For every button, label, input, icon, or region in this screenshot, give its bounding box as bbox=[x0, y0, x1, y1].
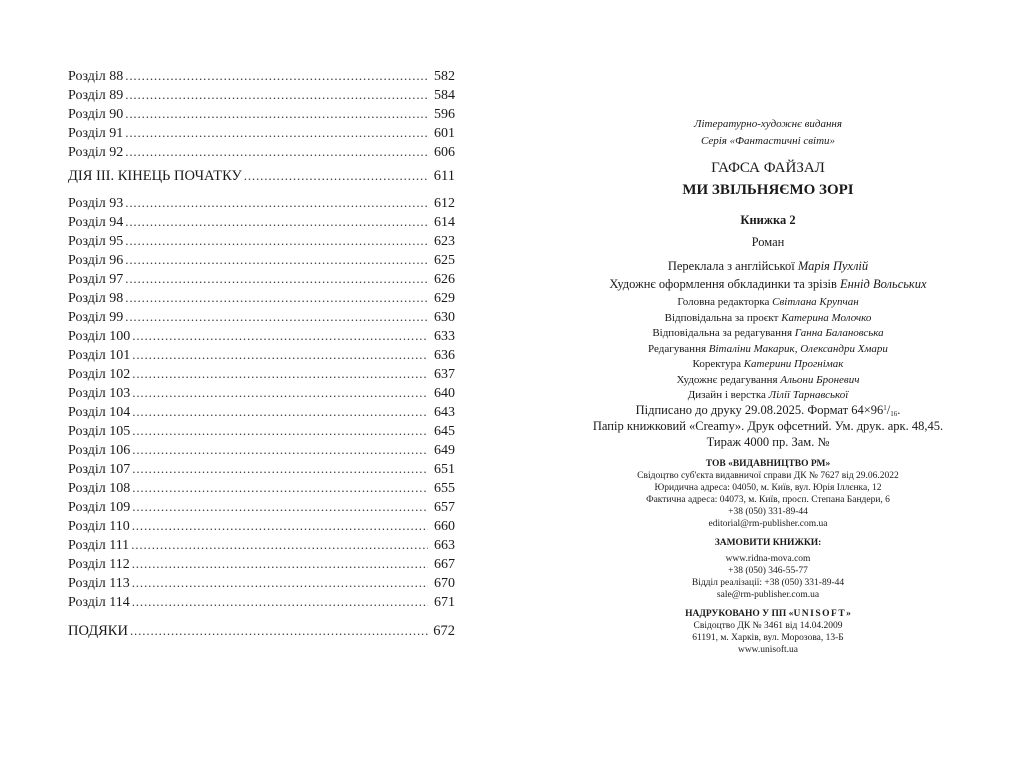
toc-entry-page: 636 bbox=[434, 348, 455, 363]
toc-leader-dots bbox=[125, 85, 428, 104]
publisher-actual-address: Фактична адреса: 04073, м. Київ, просп. Степана Бандери, 6 bbox=[646, 495, 890, 505]
staff-role-label: Дизайн і верстка bbox=[687, 389, 766, 401]
printer-name: UNISOFT bbox=[793, 609, 847, 619]
toc-leader-dots bbox=[125, 250, 428, 269]
toc-leader-dots bbox=[132, 459, 428, 478]
staff-role-label: Відповідальна за редагування bbox=[652, 327, 793, 339]
printer-heading-prefix: НАДРУКОВАНО У ПП « bbox=[685, 609, 794, 619]
genre: Роман bbox=[751, 235, 785, 249]
staff-role bbox=[512, 327, 1024, 339]
toc-entry-page: 611 bbox=[433, 168, 455, 184]
order-email[interactable]: sale@rm-publisher.com.ua bbox=[716, 590, 820, 600]
publisher-name: ТОВ «ВИДАВНИЦТВО РМ» bbox=[705, 459, 831, 469]
book-title: МИ ЗВІЛЬНЯЄМО ЗОРІ bbox=[682, 182, 854, 198]
toc-entry bbox=[68, 142, 455, 162]
print-line-1-end: . bbox=[897, 403, 901, 417]
toc-entry-page: 643 bbox=[434, 405, 455, 420]
translator-label: Переклала з англійської bbox=[667, 259, 795, 273]
staff-role-name: Лілії Тарнавської bbox=[768, 389, 849, 401]
toc-leader-dots bbox=[132, 478, 428, 497]
cover-line bbox=[512, 277, 1024, 292]
toc-entry-title: Розділ 104 bbox=[68, 405, 131, 420]
toc-entry bbox=[68, 573, 455, 593]
toc-entry bbox=[68, 345, 455, 365]
print-signed-format: Підписано до друку 29.08.2025. Формат 64×96 bbox=[635, 403, 884, 417]
toc-leader-dots bbox=[125, 307, 428, 326]
toc-leader-dots bbox=[132, 345, 428, 364]
toc-entry-title: Розділ 110 bbox=[68, 519, 130, 534]
toc-leader-dots bbox=[125, 123, 428, 142]
order-phone: +38 (050) 346-55-77 bbox=[728, 566, 808, 576]
toc-entry-title: Розділ 114 bbox=[68, 595, 130, 610]
staff-role-name: Ганна Балановська bbox=[794, 327, 884, 339]
toc-entry-page: 660 bbox=[434, 519, 455, 534]
toc-entry bbox=[68, 459, 455, 479]
toc-leader-dots bbox=[125, 193, 428, 212]
toc-entry-page: 614 bbox=[434, 215, 455, 230]
staff-role-name: Катерина Молочко bbox=[781, 311, 872, 324]
staff-role-name: Світлана Крупчан bbox=[772, 296, 859, 308]
book-number: Книжка 2 bbox=[740, 213, 796, 227]
toc-entry-page: 582 bbox=[434, 69, 455, 84]
order-site[interactable]: www.ridna-mova.com bbox=[725, 554, 811, 564]
toc-entry-title: ДІЯ ІІІ. КІНЕЦЬ ПОЧАТКУ bbox=[68, 168, 242, 184]
staff-role-label: Художнє редагування bbox=[676, 373, 778, 386]
toc-entry-page: 596 bbox=[434, 107, 455, 122]
toc-entry-title: Розділ 113 bbox=[68, 576, 130, 591]
translator-line bbox=[512, 259, 1024, 274]
staff-role-name: Альони Броневич bbox=[780, 373, 860, 386]
toc-entry-page: 663 bbox=[434, 538, 455, 553]
staff-role bbox=[512, 312, 1024, 324]
toc-entry bbox=[68, 497, 455, 517]
print-line-3: Тираж 4000 пр. Зам. № bbox=[706, 435, 830, 449]
staff-role bbox=[512, 374, 1024, 386]
toc-leader-dots bbox=[132, 402, 428, 421]
translator-name: Марія Пухлій bbox=[797, 259, 869, 273]
print-line-2: Папір книжковий «Creamy». Друк офсетний. Ум. друк. арк. 48,45. bbox=[592, 419, 944, 433]
toc-entry-title: Розділ 96 bbox=[68, 253, 124, 268]
toc-entry bbox=[68, 516, 455, 536]
toc-leader-dots bbox=[125, 269, 428, 288]
toc-entry bbox=[68, 231, 455, 251]
toc-leader-dots bbox=[125, 288, 428, 307]
toc-entry-title: Розділ 100 bbox=[68, 329, 131, 344]
toc-leader-dots bbox=[132, 573, 428, 592]
toc-entry-page: 655 bbox=[434, 481, 455, 496]
toc-entry bbox=[68, 364, 455, 384]
toc-entry bbox=[68, 535, 455, 555]
toc-entry-title: Розділ 108 bbox=[68, 481, 131, 496]
toc-entry-page: 626 bbox=[434, 272, 455, 287]
toc-entry bbox=[68, 326, 455, 346]
staff-role bbox=[512, 343, 1024, 355]
toc-entry bbox=[68, 166, 455, 186]
toc-entry-page: 623 bbox=[434, 234, 455, 249]
toc-leader-dots bbox=[132, 497, 428, 516]
author: ГАФСА ФАЙЗАЛ bbox=[711, 160, 825, 176]
publisher-phone: +38 (050) 331-89-44 bbox=[728, 507, 808, 517]
toc-leader-dots bbox=[132, 383, 428, 402]
staff-role-label: Головна редакторка bbox=[677, 296, 770, 308]
printer-certificate: Свідоцтво ДК № 3461 від 14.04.2009 bbox=[693, 621, 843, 631]
toc-entry-page: 640 bbox=[434, 386, 455, 401]
toc-entry bbox=[68, 85, 455, 105]
right-page-imprint bbox=[512, 0, 1024, 767]
toc-entry bbox=[68, 123, 455, 143]
toc-entry bbox=[68, 104, 455, 124]
toc-entry bbox=[68, 250, 455, 270]
staff-role bbox=[512, 296, 1024, 308]
order-sales: Відділ реалізації: +38 (050) 331-89-44 bbox=[691, 578, 845, 588]
toc-entry bbox=[68, 478, 455, 498]
toc-entry-title: Розділ 94 bbox=[68, 215, 124, 230]
toc-entry-title: Розділ 105 bbox=[68, 424, 131, 439]
staff-role-label: Коректура bbox=[692, 358, 741, 370]
staff-role bbox=[512, 389, 1024, 401]
toc-entry-title: Розділ 98 bbox=[68, 291, 124, 306]
toc-entry bbox=[68, 554, 455, 574]
printer-address: 61191, м. Харків, вул. Морозова, 13-Б bbox=[692, 633, 844, 643]
toc-entry-title: Розділ 89 bbox=[68, 88, 124, 103]
printer-heading bbox=[512, 608, 1024, 620]
staff-role-name: Катерини Прогнімак bbox=[743, 358, 844, 370]
toc-leader-dots bbox=[244, 166, 428, 185]
toc-entry-title: Розділ 88 bbox=[68, 69, 124, 84]
toc-leader-dots bbox=[132, 516, 428, 535]
toc-entry-title: Розділ 97 bbox=[68, 272, 124, 287]
staff-role-label: Редагування bbox=[648, 342, 707, 355]
printer-site[interactable]: www.unisoft.ua bbox=[737, 645, 799, 655]
toc-entry-page: 649 bbox=[434, 443, 455, 458]
toc-entry bbox=[68, 421, 455, 441]
toc-entry-title: Розділ 112 bbox=[68, 557, 130, 572]
toc-leader-dots bbox=[125, 104, 428, 123]
toc-entry-title: Розділ 102 bbox=[68, 367, 131, 382]
toc-entry bbox=[68, 288, 455, 308]
toc-entry-page: 657 bbox=[434, 500, 455, 515]
series: Серія «Фантастичні світи» bbox=[700, 135, 836, 147]
toc-entry-page: 630 bbox=[434, 310, 455, 325]
order-heading: ЗАМОВИТИ КНИЖКИ: bbox=[714, 538, 822, 548]
publisher-email[interactable]: editorial@rm-publisher.com.ua bbox=[708, 519, 828, 529]
toc-leader-dots bbox=[125, 231, 428, 250]
toc-entry-page: 625 bbox=[434, 253, 455, 268]
print-line-1 bbox=[512, 403, 1024, 418]
toc-entry-page: 637 bbox=[434, 367, 455, 382]
toc-leader-dots bbox=[125, 212, 428, 231]
toc-entry-title: Розділ 95 bbox=[68, 234, 124, 249]
toc-entry-page: 645 bbox=[434, 424, 455, 439]
toc-entry-title: Розділ 90 bbox=[68, 107, 124, 122]
toc-leader-dots bbox=[132, 592, 428, 611]
staff-role bbox=[512, 358, 1024, 370]
toc-leader-dots bbox=[132, 440, 428, 459]
toc-entry bbox=[68, 193, 455, 213]
format-fraction: $^1/_{16}$ bbox=[883, 403, 898, 418]
toc-entry bbox=[68, 212, 455, 232]
staff-role-name: Віталіни Макарик, Олександри Хмари bbox=[708, 342, 888, 355]
toc-entry-page: 606 bbox=[434, 145, 455, 160]
toc-entry-page: 629 bbox=[434, 291, 455, 306]
toc-entry-title: Розділ 103 bbox=[68, 386, 131, 401]
toc-entry bbox=[68, 621, 455, 641]
toc-entry-page: 651 bbox=[434, 462, 455, 477]
toc-entry-title: Розділ 93 bbox=[68, 196, 124, 211]
toc-leader-dots bbox=[125, 142, 428, 161]
toc-entry bbox=[68, 307, 455, 327]
toc-entry-title: Розділ 106 bbox=[68, 443, 131, 458]
toc-leader-dots bbox=[132, 326, 428, 345]
toc-leader-dots bbox=[130, 621, 428, 640]
toc-entry-page: 671 bbox=[434, 595, 455, 610]
toc-entry-title: Розділ 92 bbox=[68, 145, 124, 160]
toc-entry-title: Розділ 99 bbox=[68, 310, 124, 325]
toc-entry-title: ПОДЯКИ bbox=[68, 623, 128, 639]
staff-role-label: Відповідальна за проєкт bbox=[664, 311, 779, 324]
toc-leader-dots bbox=[132, 364, 428, 383]
cover-label: Художнє оформлення обкладинки та зрізів bbox=[609, 277, 837, 291]
toc-entry-page: 672 bbox=[433, 623, 455, 639]
toc-entry-page: 667 bbox=[434, 557, 455, 572]
toc-entry bbox=[68, 269, 455, 289]
toc-entry-title: Розділ 111 bbox=[68, 538, 130, 553]
format-numerator: 1 bbox=[883, 404, 887, 412]
publisher-legal-address: Юридична адреса: 04050, м. Київ, вул. Юрія Іллєнка, 12 bbox=[654, 483, 882, 493]
format-denominator: 16 bbox=[890, 410, 898, 418]
printer-heading-suffix: » bbox=[846, 609, 851, 619]
toc-entry-page: 633 bbox=[434, 329, 455, 344]
toc-entry-title: Розділ 101 bbox=[68, 348, 131, 363]
toc-leader-dots bbox=[125, 66, 428, 85]
toc-entry-page: 601 bbox=[434, 126, 455, 141]
toc-leader-dots bbox=[131, 535, 428, 554]
toc-entry-title: Розділ 107 bbox=[68, 462, 131, 477]
toc-entry bbox=[68, 402, 455, 422]
toc-leader-dots bbox=[132, 421, 428, 440]
edition-type: Літературно-художнє видання bbox=[694, 118, 842, 130]
toc-entry-page: 584 bbox=[434, 88, 455, 103]
publisher-certificate: Свідоцтво суб'єкта видавничої справи ДК № 7627 від 29.06.2022 bbox=[637, 471, 899, 481]
toc-entry-page: 670 bbox=[434, 576, 455, 591]
toc-entry bbox=[68, 592, 455, 612]
toc-leader-dots bbox=[132, 554, 428, 573]
toc-entry-page: 612 bbox=[434, 196, 455, 211]
toc-entry bbox=[68, 66, 455, 86]
toc-entry-title: Розділ 109 bbox=[68, 500, 131, 515]
toc-entry bbox=[68, 440, 455, 460]
cover-name: Еннід Вольських bbox=[840, 277, 927, 291]
toc-entry bbox=[68, 383, 455, 403]
toc-entry-title: Розділ 91 bbox=[68, 126, 124, 141]
